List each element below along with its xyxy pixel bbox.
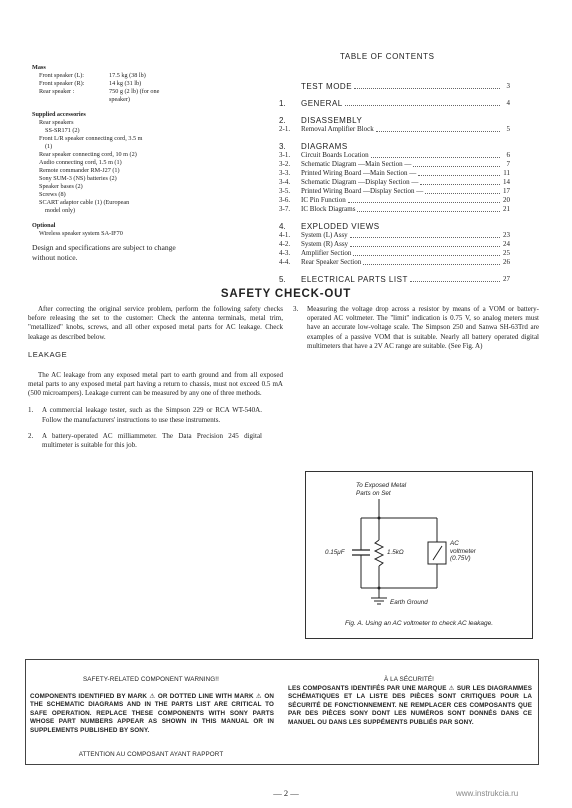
toc-entry-page: 14 [503,178,510,186]
voltmeter-label [450,540,476,563]
safety-title: SAFETY CHECK-OUT [220,288,352,300]
toc-entry-num: 3-2. [279,160,291,168]
method-2-num: 2. [28,431,34,440]
accessory-item: Audio connecting cord, 1.5 m (1) [39,159,122,166]
toc-entry-title: Printed Wiring Board —Main Section — [301,169,417,177]
toc-test-mode-page: 3 [506,82,510,90]
toc-entry-num: 3-5. [279,187,291,195]
spec-note: Design and specifications are subject to change without notice. [32,243,176,262]
figure-label-line1: To Exposed Metal [356,482,407,489]
voltmeter-label-line3: (0.75V) [450,555,471,562]
toc-dots [418,175,500,176]
toc-section-title: ELECTRICAL PARTS LIST [301,275,408,284]
toc-section-title: DISASSEMBLY [301,116,363,125]
mass-value: 17.5 kg (38 lb) [109,72,146,79]
resistor-value: 1.5k [387,549,399,556]
accessories-list [32,119,192,215]
accessory-item: Screws (8) [39,191,66,198]
toc-dots [350,246,500,247]
leakage-heading: LEAKAGE [28,349,68,359]
toc-test-mode [279,82,510,91]
mass-label: Front speaker (L): [39,72,85,79]
figure-a [305,471,533,639]
toc-section-heading [279,222,510,231]
accessory-item: SCART adaptor cable (1) (European [39,199,130,206]
toc-entry-num: 4-3. [279,249,291,257]
toc-entry [279,169,510,178]
toc-dots [357,211,500,212]
toc-entry [279,196,510,205]
accessory-item: Rear speakers [39,119,74,126]
specifications [32,64,192,263]
accessory-item: Remote commander RM-J27 (1) [39,167,120,174]
toc-entry-page: 23 [503,231,510,239]
mass-label: Front speaker (R): [39,80,85,87]
toc-dots [376,131,500,132]
toc-entry-page: 6 [506,151,510,159]
toc-dots [348,202,500,203]
voltmeter-label-line1: AC [450,540,459,547]
toc-entry [279,205,510,214]
toc-test-mode-title: TEST MODE [301,82,353,91]
toc-entry-title: Schematic Diagram —Main Section — [301,160,412,168]
toc-section-heading [279,116,510,125]
toc-entry [279,160,510,169]
toc-title: TABLE OF CONTENTS [340,52,435,61]
toc-section-title: DIAGRAMS [301,142,348,151]
toc-entry [279,178,510,187]
toc-entry-page: 5 [506,125,510,133]
warning-en-footer: ATTENTION AU COMPOSANT AYANT RAPPORT [78,751,224,758]
ohm-symbol: Ω [398,549,404,556]
toc-entry [279,151,510,160]
toc-section-num: 3. [279,142,286,151]
toc-entry-page: 17 [503,187,510,195]
watermark: www.instrukcia.ru [456,789,519,798]
warning-en-body: COMPONENTS IDENTIFIED BY MARK ⚠ OR DOTTED LINE WITH MARK ⚠ ON THE SCHEMATIC DIAGRAMS AND IN THE PARTS LIST ARE CRITICAL TO SAFE OPERATION. REPLACE THESE COMPONENTS WITH SONY PARTS WHOSE PART NUMBERS APPEAR AS SHOWN IN THIS MANUAL OR IN SUPPLEMENTS PUBLISHED BY SONY. [30,693,274,734]
toc-entry-title: IC Pin Function [301,196,346,204]
toc-section-num: 4. [279,222,286,231]
mass-row [32,72,192,80]
toc-entry-num: 3-3. [279,169,291,177]
toc-dots [425,193,500,194]
table-of-contents [279,82,510,292]
accessory-item: SS-SR171 (2) [45,127,80,134]
mass-row [32,80,192,88]
warning-fr-title: À LA SÉCURITÉ! [383,676,435,683]
mass-row [32,96,192,104]
toc-entry [279,187,510,196]
warning-en-title: SAFETY-RELATED COMPONENT WARNING!! [83,676,219,683]
toc-entry [279,240,510,249]
toc-section [279,99,510,108]
toc-entry-page: 26 [503,258,510,266]
toc-section-heading [279,275,510,284]
toc-entry-num: 4-4. [279,258,291,266]
toc-entry-page: 7 [506,160,510,168]
method-3-num: 3. [293,305,299,313]
toc-section-num: 1. [279,99,286,108]
accessory-item: Front L/R speaker connecting cord, 3.5 m [39,135,143,142]
accessory-item: Sony SUM-3 (NS) batteries (2) [39,175,117,182]
accessory-item: Speaker bases (2) [39,183,83,190]
capacitor-label: 0.15μF [325,549,345,556]
earth-ground-label: Earth Ground [390,599,428,606]
toc-section-heading [279,99,510,108]
warning-fr-body: LES COMPOSANTS IDENTIFÉS PAR UNE MARQUE ⚠ SUR LES DIAGRAMMES SCHÉMATIQUES ET LA LISTE DES PIÈCES SONT CRITIQUES POUR LA SÉCURITÉ DE FONCTIONNEMENT. NE REMPLACER CES COMPOSANTS QUE PAR DES PIÈCES SONY DONT LES NUMÉROS SONT DONNÉS DANS CE MANUEL OU DANS LES SUPPÉMENTS PUBLIÉS PAR SONY. [288,685,532,726]
method-1 [28,406,283,424]
toc-section-num: 5. [279,275,286,284]
mass-heading: Mass [32,64,46,71]
mass-value: 750 g (2 lb) (for one [109,88,160,95]
voltmeter-label-line2: voltmeter [450,547,476,555]
toc-dots [363,264,500,265]
accessories-heading: Supplied accessories [32,111,86,118]
leakage-text: The AC leakage from any exposed metal part to earth ground and from all exposed metal parts to any exposed metal part having a return to chassis, must not exceed 0.5 mA (500 microampers). Leakage current can be measured by any one of three methods. [28,370,283,398]
toc-entry-title: Printed Wiring Board —Display Section — [301,187,424,195]
toc-entry-title: Circuit Boards Location [301,151,369,159]
optional-heading: Optional [32,222,56,229]
figure-caption: Fig. A. Using an AC voltmeter to check AC leakage. [344,620,494,627]
safety-intro: After correcting the original service problem, perform the following safety checks before releasing the set to the customer: Check the antenna terminals, metal trim, "metallized" knobs, screws, and all other exposed metal parts for AC leakage. Check leakage as described below. [28,305,283,341]
toc-entry-page: 21 [503,205,510,213]
toc-entry-num: 4-1. [279,231,291,239]
accessory-item: (1) [45,143,53,150]
mass-label: Rear speaker : [39,88,75,95]
toc-entry-num: 3-7. [279,205,291,213]
toc-entry [279,249,510,258]
toc-section-page: 4 [506,99,510,107]
mass-value: speaker) [109,96,130,103]
mass-list [32,72,192,104]
toc-entry [279,125,510,134]
method-3 [293,305,539,351]
toc-entry-page: 25 [503,249,510,257]
toc-dots [350,237,500,238]
toc-dots [371,157,500,158]
toc-entry-num: 3-4. [279,178,291,186]
method-2 [28,432,283,450]
toc-entry-page: 11 [503,169,510,177]
accessory-item: model only) [45,207,76,214]
toc-entry-page: 24 [503,240,510,248]
toc-entry [279,258,510,267]
toc-dots [353,255,500,256]
toc-section [279,222,510,267]
mass-label [32,96,109,104]
toc-entry-title: IC Block Diagrams [301,205,356,213]
toc-entry [279,231,510,240]
toc-dots [345,105,500,106]
toc-dots [420,184,500,185]
toc-section-page: 27 [503,275,510,283]
toc-entry-num: 4-2. [279,240,291,248]
toc-entry-num: 3-1. [279,151,291,159]
safety-left-column [28,305,283,450]
toc-section [279,116,510,134]
toc-section-title: EXPLODED VIEWS [301,222,380,231]
method-1-num: 1. [28,406,34,415]
method-2-text: A battery-operated AC milliammeter. The Data Precision 245 digital multimeter is suitable for this job. [42,431,262,450]
resistor-label [387,549,404,556]
toc-entry-title: Schematic Diagram —Display Section — [301,178,419,186]
method-1-text: A commercial leakage tester, such as the Simpson 229 or RCA WT-540A. Follow the manufacturers' instructions to use these instruments. [42,406,262,424]
toc-entry-title: System (R) Assy [301,240,349,248]
toc-entry-num: 2-1. [279,125,291,133]
toc-entry-title: Removal Amplifier Block [301,125,374,133]
toc-section [279,142,510,214]
page-number: — 2 — [273,788,299,798]
mass-row [32,88,192,96]
toc-section-title: GENERAL [301,99,343,108]
toc-dots [410,281,500,282]
figure-label-line2: Parts on Set [356,489,391,497]
toc-section-heading [279,142,510,151]
toc-entry-title: Amplifier Section [301,249,352,257]
optional-item: Wireless speaker system SA-IF70 [39,230,123,237]
toc-entry-num: 3-6. [279,196,291,204]
warning-box [25,659,539,765]
accessory-item: Rear speaker connecting cord, 10 m (2) [39,151,137,158]
toc-entry-title: System (L) Assy [301,231,348,239]
toc-entry-page: 20 [503,196,510,204]
toc-section-num: 2. [279,116,286,125]
toc-entry-title: Rear Speaker Section [301,258,362,266]
figure-label-exposed-metal [356,482,406,497]
method-3-text: Measuring the voltage drop across a resistor by means of a VOM or battery-operated AC voltmeter. The "limit" indication is 0.75 V, so analog meters must have an accurate low-voltage scale. The Simpson 250 and Sanwa SH-63Trd are examples of a passive VOM that is suitable. Nearly all battery operated digital multimeters that have a 2V AC range are suitable. (See Fig. A) [307,305,539,350]
toc-dots [413,166,500,167]
mass-value: 14 kg (31 lb) [109,80,142,87]
toc-section [279,275,510,284]
